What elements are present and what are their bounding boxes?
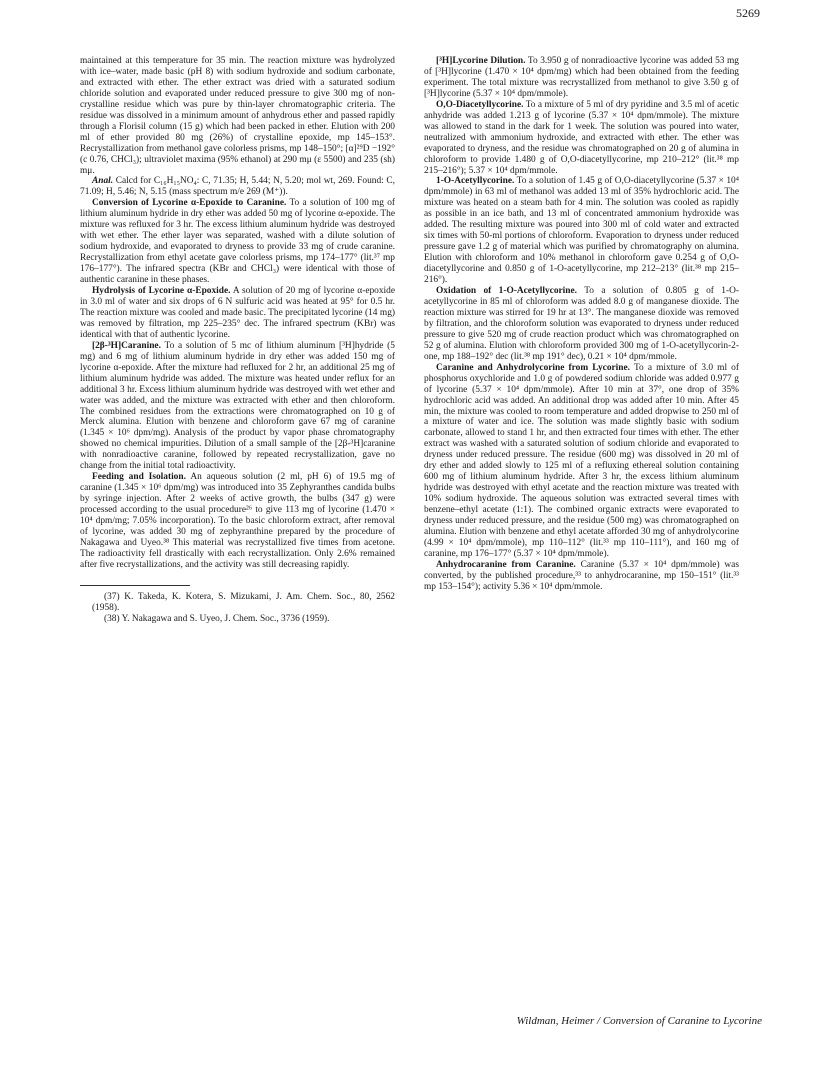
section-heading: O,O-Diacetyllycorine. bbox=[436, 99, 524, 110]
section-caranine-anhydrolycorine bbox=[424, 363, 739, 560]
section-text: To a solution of 1.45 g of O,O-diacetyllycorine (5.37 × 10⁴ dpm/mmole) in 63 ml of methanol was added 13 ml of 35% hydrochloric acid. The mixture was heated on a steam bath for 4 min. The solution was cooled as rapidly as possible in an ice bath, and 13 ml of concentrated ammonium hydroxide was added. The resulting mixture was poured into 300 ml of cold water and extracted six times with 50-ml portions of chloroform. Evaporation to dryness under reduced pressure gave 1.2 g of material which was purified by chromatography on alumina. Elution with chloroform and 10% methanol in chloroform gave 0.254 g of O,O-diacetyllycorine and 0.850 g of 1-O-acetyllycorine, mp 212–213° (lit.³⁸ mp 215–216°). bbox=[424, 176, 739, 286]
section-lycorine-dilution bbox=[424, 56, 739, 100]
left-column bbox=[80, 56, 395, 625]
section-text: To a solution of 100 mg of lithium aluminum hydride in dry ether was added 50 mg of lycorine α-epoxide. The mixture was refluxed for 3 hr. The excess lithium aluminum hydride was destroyed with wet ether. The ether layer was separated, washed with a dilute solution of sodium hydroxide, and evaporated to dryness to provide 33 mg of crude caranine. Recrystallization from ethyl acetate gave colorless prisms, mp 174–177° (lit.³⁷ mp 176–177°). The infrared spectra (KBr and CHCl₃) were identical with those of authentic caranine in these phases. bbox=[80, 198, 395, 286]
section-heading: Oxidation of 1-O-Acetyllycorine. bbox=[436, 286, 578, 297]
section-text: To 3.950 g of nonradioactive lycorine was added 53 mg of [³H]lycorine (1.470 × 10⁴ dpm/mg) which had been obtained from the feeding experiment. The total mixture was recrystallized from methanol to give 3.50 g of [³H]lycorine (5.37 × 10⁴ dpm/mmole). bbox=[424, 56, 739, 99]
section-oxidation bbox=[424, 286, 739, 363]
section-tritiated-caranine bbox=[80, 341, 395, 472]
section-heading: [³H]Lycorine Dilution. bbox=[436, 56, 526, 66]
section-heading: Caranine and Anhydrolycorine from Lycorine. bbox=[436, 362, 631, 373]
section-hydrolysis bbox=[80, 286, 395, 341]
section-text: Caranine (5.37 × 10⁴ dpm/mmole) was converted, by the published procedure,³³ to anhydrocaranine, mp 150–151° (lit.³³ mp 153–154°); activity 5.36 × 10⁴ dpm/mmole. bbox=[424, 559, 739, 592]
right-column bbox=[424, 56, 739, 593]
running-footer: Wildman, Heimer / Conversion of Caranine to Lycorine bbox=[516, 1015, 762, 1027]
section-text: To a solution of 0.805 g of 1-O-acetyllycorine in 85 ml of chloroform was added 8.0 g of manganese dioxide. The reaction mixture was stirred for 19 hr at 13°. The manganese dioxide was removed by filtration, and the chloroform solution was evaporated to dryness under reduced pressure to give 520 mg of crude reaction product which was chromatographed on 52 g of alumina. Elution with chloroform provided 300 mg of 1-O-acetyllycorin-2-one, mp 188–192° dec (lit.³⁸ mp 191° dec), 0.21 × 10⁴ dpm/mmole. bbox=[424, 286, 739, 362]
section-text: To a mixture of 5 ml of dry pyridine and 3.5 ml of acetic anhydride was added 1.213 g of lycorine (5.37 × 10⁴ dpm/mmole). The mixture was allowed to stand in the dark for 1 week. The solution was poured into water, neutralized with ammonium hydroxide, and extracted with ether. The ether was evaporated to dryness, and the residue was chromatographed on 20 g of alumina in chloroform to provide 1.480 g of O,O-diacetyllycorine, mp 210–212° (lit.³⁸ mp 215–216°); 5.37 × 10⁴ dpm/mmole. bbox=[424, 99, 739, 176]
section-acetyllycorine bbox=[424, 176, 739, 286]
section-feeding-isolation bbox=[80, 472, 395, 571]
section-diacetyllycorine bbox=[424, 100, 739, 177]
analysis-text: Calcd for C₁₆H₁₅NO₄: C, 71.35; H, 5.44; N, 5.20; mol wt, 269. Found: C, 71.09; H, 5.46; N, 5.15 (mass spectrum m/e 269 (M⁺)). bbox=[80, 176, 395, 198]
section-text: To a mixture of 3.0 ml of phosphorus oxychloride and 1.0 g of powdered sodium chloride was added 0.977 g of lycorine (5.37 × 10⁴ dpm/mmole). After 10 min at 37°, one drop of 35% hydrochloric acid was added. An additional drop was added after 10 min. After 45 min, the mixture was cooled to room temperature and added dropwise to 250 ml of a mixture of water and ice. The solution was made slightly basic with sodium carbonate, allowed to stand 1 hr, and then extracted four times with ether. The ether extract was washed with a saturated solution of sodium chloride and evaporated to dryness under reduced pressure. The residue (600 mg) was dissolved in 20 ml of dry ether and added slowly to 125 ml of a refluxing ethereal solution containing 600 mg of lithium aluminum hydride. After 3 hr, the excess lithium aluminum hydride was destroyed with ethyl acetate and the reaction mixture was treated with 10% sodium hydroxide. The aqueous solution was extracted several times with benzene–ethyl acetate (1:1). The combined organic extracts were evaporated to dryness under reduced pressure, and the residue (500 mg) was chromatographed on alumina. Elution with benzene and ethyl acetate afforded 30 mg of anhydrolycorine (4.99 × 10⁴ dpm/mmole), mp 110–112° (lit.³³ mp 110–111°), and 160 mg of caranine, mp 176–177° (5.37 × 10⁴ dpm/mmole). bbox=[424, 362, 739, 559]
paragraph-analysis bbox=[80, 176, 395, 198]
page-number: 5269 bbox=[736, 6, 760, 20]
section-heading: Hydrolysis of Lycorine α-Epoxide. bbox=[92, 286, 231, 297]
section-anhydrocaranine bbox=[424, 560, 739, 593]
analysis-heading: Anal. bbox=[92, 176, 114, 187]
section-text: To a solution of 5 mc of lithium aluminum [³H]hydride (5 mg) and 6 mg of lithium aluminum hydride in dry ether was added 150 mg of lycorine α-epoxide. After the mixture had refluxed for 2 hr, an additional 25 mg of lithium aluminum hydride was added. The mixture was heated under reflux for an additional 3 hr. Excess lithium aluminum hydride was destroyed with wet ether and water was added, and the mixture was extracted with ether and then chloroform. The combined residues from the extractions were chromatographed on 10 g of Merck alumina. Elution with benzene and chloroform gave 67 mg of caranine (1.345 × 10⁶ dpm/mg). Analysis of the product by vapor phase chromatography showed no chemical impurities. Dilution of a small sample of the [2β-³H]caranine with nonradioactive caranine, followed by repeated recrystallization, gave no change from the initial total radioactivity. bbox=[80, 340, 395, 472]
reference-38: (38) Y. Nakagawa and S. Uyeo, J. Chem. Soc., 3736 (1959). bbox=[104, 613, 330, 624]
section-heading: 1-O-Acetyllycorine. bbox=[436, 176, 515, 187]
footnote-divider bbox=[80, 585, 190, 586]
section-text: An aqueous solution (2 ml, pH 6) of 19.5 mg of caranine (1.345 × 10⁶ dpm/mg) was introduced into 35 Zephyranthes candida bulbs by syringe injection. After 2 weeks of active growth, the bulbs (347 g) were processed according to the usual procedure²⁶ to give 113 mg of lycorine (1.470 × 10⁴ dpm/mg; 7.05% incorporation). To the basic chloroform extract, after removal of lycorine, was added 30 mg of zephyranthine prepared by the procedure of Nakagawa and Uyeo.³⁸ This material was recrystallized five times from acetone. The radioactivity fell drastically with each recrystallization. Only 2.6% remained after five recrystallizations, and the activity was still decreasing rapidly. bbox=[80, 472, 395, 570]
section-heading: Feeding and Isolation. bbox=[92, 472, 186, 483]
section-heading: Conversion of Lycorine α-Epoxide to Caranine. bbox=[92, 198, 287, 209]
section-text: A solution of 20 mg of lycorine α-epoxide in 3.0 ml of water and six drops of 6 N sulfuric acid was heated at 95° for 0.5 hr. The reaction mixture was cooled and made basic. The precipitated lycorine (14 mg) was removed by filtration, mp 225–235° dec. The infrared spectrum (KBr) was identical with that of authentic lycorine. bbox=[80, 286, 395, 340]
paragraph-epoxide-prep: maintained at this temperature for 35 min. The reaction mixture was hydrolyzed with ice–water, made basic (pH 8) with sodium hydroxide and sodium carbonate, and extracted with ether. The ether extract was dried with a saturated sodium chloride solution and evaporated under reduced pressure to give 300 mg of non-crystalline residue which was pure by thin-layer chromatographic criteria. The residue was dissolved in a minimum amount of anhydrous ether and passed rapidly through a Florisil column (15 g) which had been packed in ether. Elution with 200 ml of ether provided 80 mg (26%) of crystalline epoxide, mp 145–153°. Recrystallization from methanol gave colorless prisms, mp 148–150°; [α]²⁹D −192° (c 0.76, CHCl₃); ultraviolet maxima (95% ethanol) at 290 mμ (ε 5500) and 235 (sh) mμ. bbox=[80, 56, 395, 176]
section-heading: [2β-³H]Caranine. bbox=[92, 340, 161, 351]
section-epoxide-to-caranine bbox=[80, 198, 395, 286]
section-heading: Anhydrocaranine from Caranine. bbox=[436, 559, 576, 570]
reference-37: (37) K. Takeda, K. Kotera, S. Mizukami, J. Am. Chem. Soc., 80, 2562 (1958). bbox=[92, 591, 395, 613]
